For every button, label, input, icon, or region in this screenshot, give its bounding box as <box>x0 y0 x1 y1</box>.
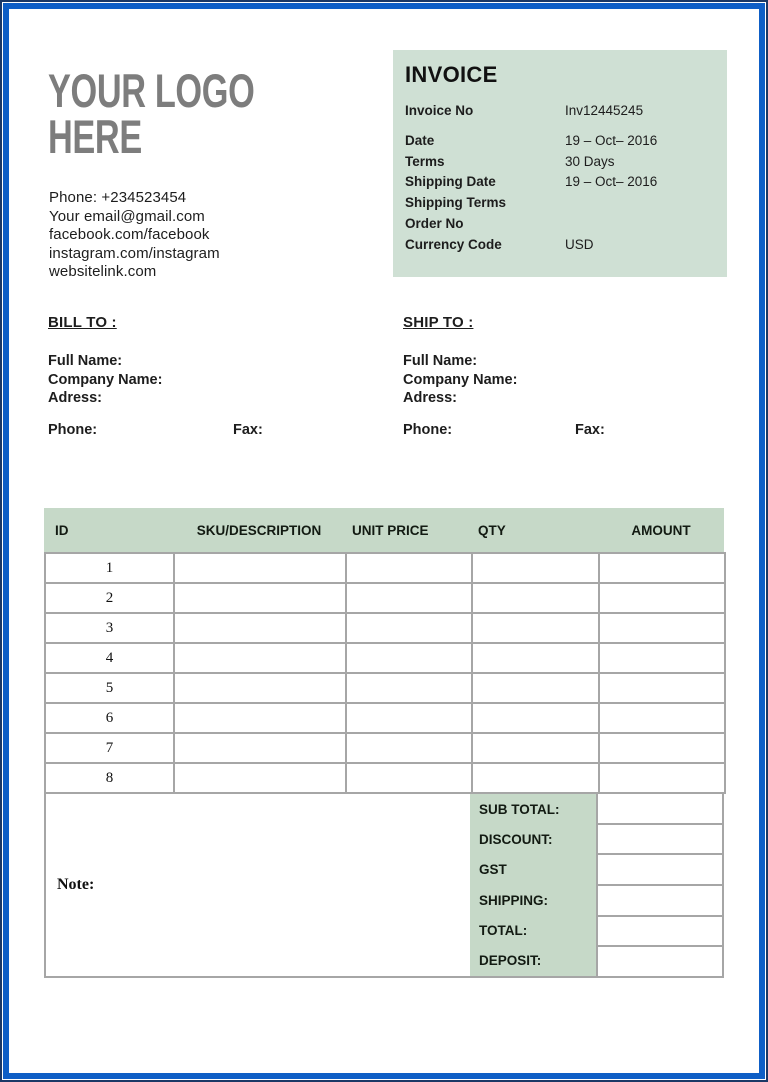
date-value: 19 – Oct– 2016 <box>565 132 658 148</box>
amount-cell[interactable] <box>599 703 725 733</box>
contact-email: Your email@gmail.com <box>49 207 205 225</box>
discount-label: DISCOUNT: <box>479 831 553 847</box>
qty-cell[interactable] <box>472 703 599 733</box>
logo-line1: YOUR LOGO <box>48 64 255 117</box>
shipping-date-label: Shipping Date <box>405 174 496 190</box>
column-header-qty: QTY <box>478 522 506 538</box>
unit-price-cell[interactable] <box>346 583 472 613</box>
row-id: 5 <box>45 673 174 703</box>
currency-code-label: Currency Code <box>405 236 502 252</box>
bill-to-section <box>48 314 393 441</box>
amount-cell[interactable] <box>599 613 725 643</box>
table-row <box>45 613 725 643</box>
contact-instagram: instagram.com/instagram <box>49 244 220 262</box>
bill-address-label: Adress: <box>48 390 102 407</box>
contact-website: websitelink.com <box>49 263 157 281</box>
table-row <box>45 583 725 613</box>
table-row <box>45 733 725 763</box>
row-id: 1 <box>45 553 174 583</box>
ship-full-name-label: Full Name: <box>403 353 478 369</box>
shipping-amount-cell[interactable] <box>598 886 722 917</box>
table-row <box>45 763 725 793</box>
terms-label: Terms <box>405 153 445 169</box>
currency-code-value: USD <box>565 236 594 252</box>
row-id: 7 <box>45 733 174 763</box>
sku-cell[interactable] <box>174 583 346 613</box>
contact-facebook: facebook.com/facebook <box>49 226 210 244</box>
shipping-terms-label: Shipping Terms <box>405 195 507 211</box>
qty-cell[interactable] <box>472 643 599 673</box>
contact-info <box>49 189 220 282</box>
order-no-row <box>405 214 717 235</box>
bill-company-label: Company Name: <box>48 371 163 388</box>
amount-cell[interactable] <box>599 583 725 613</box>
deposit-amount-cell[interactable] <box>598 947 722 976</box>
amount-cell[interactable] <box>599 553 725 583</box>
ship-to-section <box>403 314 748 441</box>
row-id: 2 <box>45 583 174 613</box>
amount-cell[interactable] <box>599 733 725 763</box>
qty-cell[interactable] <box>472 673 599 703</box>
amount-cell[interactable] <box>599 763 725 793</box>
order-no-label: Order No <box>405 215 464 231</box>
table-row <box>45 703 725 733</box>
qty-cell[interactable] <box>472 583 599 613</box>
ship-address-label: Adress: <box>403 390 457 407</box>
logo-line2: HERE <box>48 110 142 163</box>
row-id: 8 <box>45 763 174 793</box>
ship-fax-label: Fax: <box>575 421 605 438</box>
shipping-date-row <box>405 172 717 193</box>
shipping-date-value: 19 – Oct– 2016 <box>565 174 658 190</box>
gst-label: GST <box>479 862 507 878</box>
totals-amounts-column <box>596 794 722 976</box>
gst-amount-cell[interactable] <box>598 855 722 886</box>
discount-amount-cell[interactable] <box>598 825 722 856</box>
totals-labels-column <box>470 794 596 976</box>
unit-price-cell[interactable] <box>346 553 472 583</box>
invoice-title: INVOICE <box>405 62 498 87</box>
column-header-amount: AMOUNT <box>631 522 691 538</box>
shipping-terms-row <box>405 193 717 214</box>
bill-phone-label: Phone: <box>48 421 98 438</box>
invoice-no-value: Inv12445245 <box>565 103 644 118</box>
unit-price-cell[interactable] <box>346 733 472 763</box>
row-id: 3 <box>45 613 174 643</box>
table-row <box>45 643 725 673</box>
terms-value: 30 Days <box>565 153 615 169</box>
sku-cell[interactable] <box>174 733 346 763</box>
total-label: TOTAL: <box>479 922 528 938</box>
table-row <box>45 553 725 583</box>
sku-cell[interactable] <box>174 553 346 583</box>
ship-to-heading: SHIP TO : <box>403 314 474 331</box>
table-bottom-section <box>44 794 724 978</box>
note-label: Note: <box>57 876 95 893</box>
sku-cell[interactable] <box>174 673 346 703</box>
subtotal-amount-cell[interactable] <box>598 794 722 825</box>
total-amount-cell[interactable] <box>598 917 722 948</box>
ship-company-label: Company Name: <box>403 371 518 388</box>
contact-phone: Phone: +234523454 <box>49 189 187 206</box>
unit-price-cell[interactable] <box>346 643 472 673</box>
currency-code-row <box>405 235 717 256</box>
sku-cell[interactable] <box>174 763 346 793</box>
sku-cell[interactable] <box>174 703 346 733</box>
table-row <box>45 673 725 703</box>
column-header-id: ID <box>55 522 69 538</box>
unit-price-cell[interactable] <box>346 673 472 703</box>
sku-cell[interactable] <box>174 613 346 643</box>
invoice-no-label: Invoice No <box>405 103 474 118</box>
logo <box>48 64 255 163</box>
ship-phone-label: Phone: <box>403 421 453 438</box>
column-header-unit: UNIT PRICE <box>352 522 429 538</box>
row-id: 4 <box>45 643 174 673</box>
items-table-header <box>44 508 724 552</box>
subtotal-label: SUB TOTAL: <box>479 801 560 817</box>
terms-row <box>405 152 717 173</box>
bill-fax-label: Fax: <box>233 421 263 438</box>
unit-price-cell[interactable] <box>346 613 472 643</box>
unit-price-cell[interactable] <box>346 703 472 733</box>
column-header-sku: SKU/DESCRIPTION <box>196 522 322 538</box>
unit-price-cell[interactable] <box>346 763 472 793</box>
amount-cell[interactable] <box>599 673 725 703</box>
deposit-label: DEPOSIT: <box>479 953 542 969</box>
date-row <box>405 131 717 152</box>
note-area[interactable] <box>46 794 470 976</box>
row-id: 6 <box>45 703 174 733</box>
qty-cell[interactable] <box>472 613 599 643</box>
bill-to-heading: BILL TO : <box>48 314 117 331</box>
shipping-label: SHIPPING: <box>479 892 549 908</box>
qty-cell[interactable] <box>472 763 599 793</box>
invoice-no-row <box>405 101 717 122</box>
qty-cell[interactable] <box>472 733 599 763</box>
date-label: Date <box>405 132 435 148</box>
invoice-summary-box <box>393 50 727 277</box>
qty-cell[interactable] <box>472 553 599 583</box>
items-table <box>44 552 726 794</box>
sku-cell[interactable] <box>174 643 346 673</box>
bill-full-name-label: Full Name: <box>48 353 123 369</box>
amount-cell[interactable] <box>599 643 725 673</box>
